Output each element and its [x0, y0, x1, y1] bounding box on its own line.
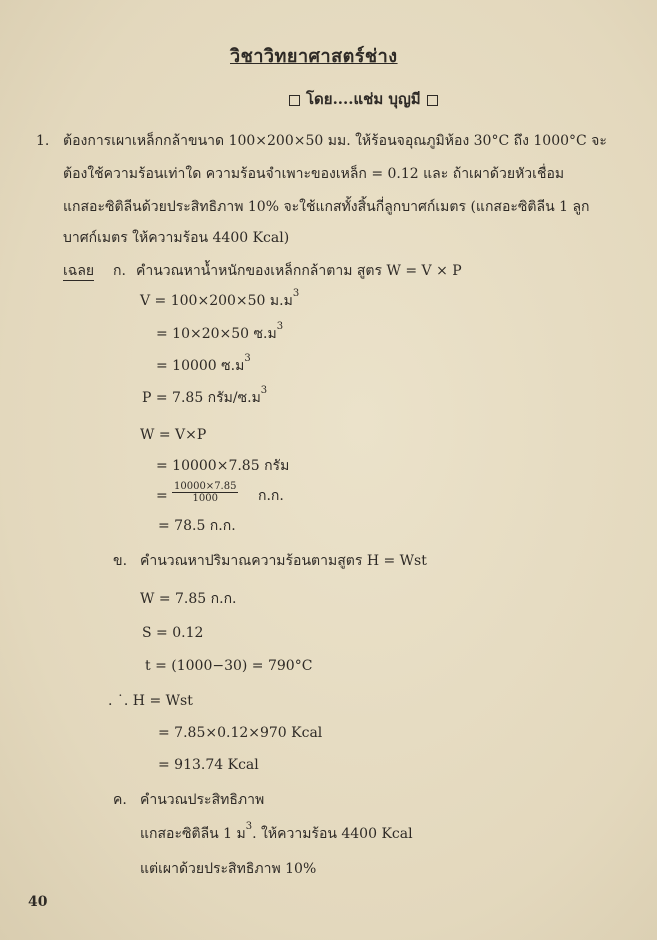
box-icon [289, 95, 300, 106]
weight-line-2: = 10000×7.85 กรัม [156, 458, 290, 474]
weight-line-1: W = V×P [140, 427, 207, 443]
page-number: 40 [28, 894, 48, 910]
weight-line-3-eq: = [156, 488, 168, 504]
volume-line-3: = 10000 ซ.ม$^3$ [156, 353, 251, 374]
weight-line-3-unit: ก.ก. [258, 488, 284, 504]
density-line: P = 7.85 กรัม/ซ.ม$^3$ [142, 385, 268, 406]
volume-line-1: V = 100×200×50 ม.ม$^3$ [140, 288, 300, 309]
fraction-denominator: 1000 [192, 493, 218, 504]
part-a-marker: ก. [113, 263, 126, 279]
problem-line-2: ต้องใช้ความร้อนเท่าใด ความร้อนจำเพาะของเหล็ก = 0.12 และ ถ้าเผาด้วยหัวเชื่อม [63, 166, 565, 182]
part-b-heat-3: = 913.74 Kcal [158, 757, 259, 773]
part-b-heat-2: = 7.85×0.12×970 Kcal [158, 725, 323, 741]
part-b-temperature: t = (1000−30) = 790°C [145, 658, 313, 674]
part-b-specific-heat: S = 0.12 [142, 625, 204, 641]
author-name: โดย....แช่ม บุญมี [306, 90, 421, 108]
problem-line-1: ต้องการเผาเหล็กกล้าขนาด 100×200×50 มม. ให้ร้อนจอุณภูมิห้อง 30°C ถึง 1000°C จะ [63, 133, 607, 149]
weight-line-4: = 78.5 ก.ก. [158, 518, 236, 534]
part-a-heading: คำนวณหาน้ำหนักของเหล็กกล้าตาม สูตร W = V × P [136, 263, 462, 279]
weight-fraction [172, 481, 238, 504]
solution-label: เฉลย [63, 263, 95, 279]
part-c-line-1: แกสอะซิติลีน 1 ม$^3$. ให้ความร้อน 4400 Kcal [140, 821, 413, 842]
part-c-marker: ค. [113, 792, 127, 808]
part-c-line-2: แต่เผาด้วยประสิทธิภาพ 10% [140, 861, 317, 877]
page-title: วิชาวิทยาศาสตร์ช่าง [230, 46, 398, 67]
problem-number: 1. [36, 133, 50, 149]
part-c-heading: คำนวณประสิทธิภาพ [140, 792, 265, 808]
part-b-weight: W = 7.85 ก.ก. [140, 591, 237, 607]
author-line [283, 90, 444, 108]
part-b-heading: คำนวณหาปริมาณความร้อนตามสูตร H = Wst [140, 553, 427, 569]
volume-line-2: = 10×20×50 ซ.ม$^3$ [156, 321, 284, 342]
part-b-heat-1: . ˙. H = Wst [108, 693, 193, 709]
problem-line-3: แกสอะซิติลีนด้วยประสิทธิภาพ 10% จะใช้แกสทั้งสิ้นกี่ลูกบาศก์เมตร (แกสอะซิติลีน 1 ลูก [63, 199, 590, 215]
fraction-numerator: 10000×7.85 [174, 481, 237, 492]
problem-line-4: บาศก์เมตร ให้ความร้อน 4400 Kcal) [63, 230, 290, 246]
box-icon [427, 95, 438, 106]
part-b-marker: ข. [113, 553, 128, 569]
